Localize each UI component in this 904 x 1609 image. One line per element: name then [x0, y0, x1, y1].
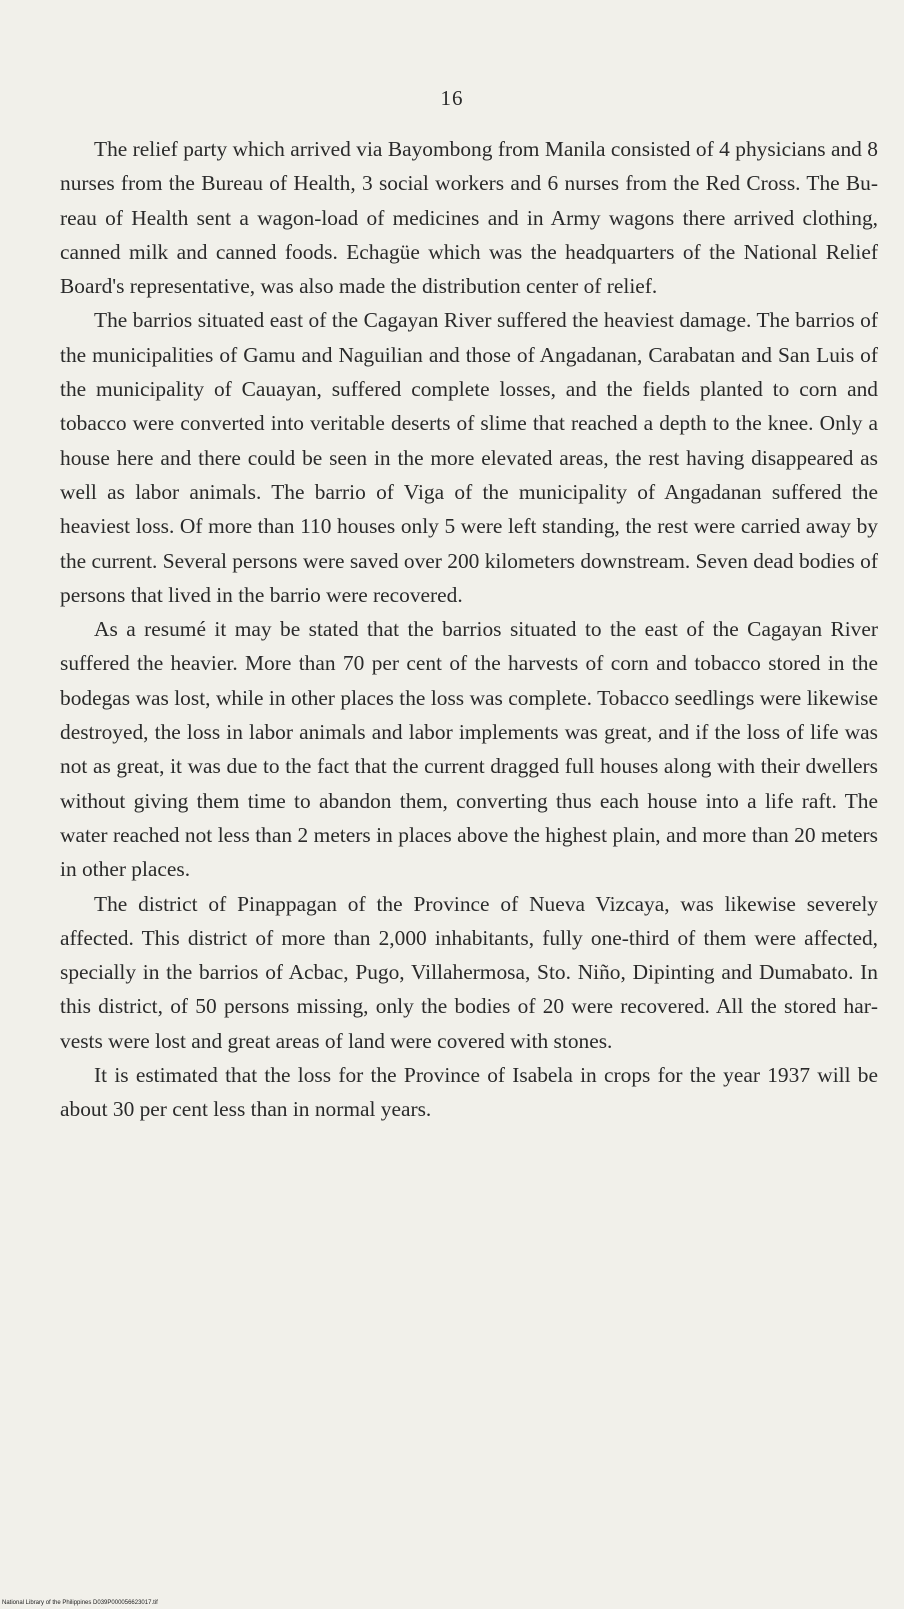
paragraph-pinappagan: The district of Pinappagan of the Province of Nueva Vizcaya, was likewise severely affected. This district of more than 2,000 inhabitants, fully one-third of them were affected, specially in the barrios of Acbac, Pugo, Villahermosa, Sto. Niño, Dipinting and Dumabato. In this district, of 50 persons missing, only the bodies of 20 were recovered. All the stored harvests were lost and great areas of land were covered with stones. — [60, 891, 878, 1053]
paragraph-relief-party: The relief party which arrived via Bayombong from Manila consisted of 4 physicians and 8 nurses from the Bureau of Health, 3 social workers and 6 nurses from the Red Cross. The Bureau of Health sent a wagon-load of medicines and in Army wagons there arrived clothing, canned milk and canned foods. Echagüe which was the headquarters of the National Relief Board's representative, was also made the distribution center of relief. — [60, 137, 878, 299]
page-number: 16 — [440, 86, 464, 110]
paragraph-estimate: It is estimated that the loss for the Province of Isabela in crops for the year 1937 will be about 30 per cent less than in normal years. — [60, 1063, 878, 1122]
body-text — [60, 132, 878, 1127]
paragraph-resume: As a resumé it may be stated that the barrios situated to the east of the Cagayan River suffered the heavier. More than 70 per cent of the harvests of corn and tobacco stored in the bodegas was lost, while in other places the loss was complete. Tobacco seedlings were likewise destroyed, the loss in labor animals and labor implements was great, and if the loss of life was not as great, it was due to the fact that the current dragged full houses along with their dwellers without giving them time to abandon them, converting thus each house into a life raft. The water reached not less than 2 meters in places above the highest plain, and more than 20 meters in other places. — [60, 617, 878, 882]
paragraph-barrios-damage: The barrios situated east of the Cagayan River suffered the heaviest damage. The barrios of the municipalities of Gamu and Naguilian and those of Angadanan, Carabatan and San Luis of the municipality of Cauayan, suffered complete losses, and the fields planted to corn and tobacco were converted into veritable deserts of slime that reached a depth to the knee. Only a house here and there could be seen in the more elevated areas, the rest having disappeared as well as labor animals. The barrio of Viga of the municipality of Angadanan suffered the heaviest loss. Of more than 110 houses only 5 were left standing, the rest were carried away by the current. Several persons were saved over 200 kilometers downstream. Seven dead bodies of persons that lived in the barrio were recovered. — [60, 308, 878, 607]
footer-caption: National Library of the Philippines D039P000056623017.tif — [2, 1600, 158, 1606]
